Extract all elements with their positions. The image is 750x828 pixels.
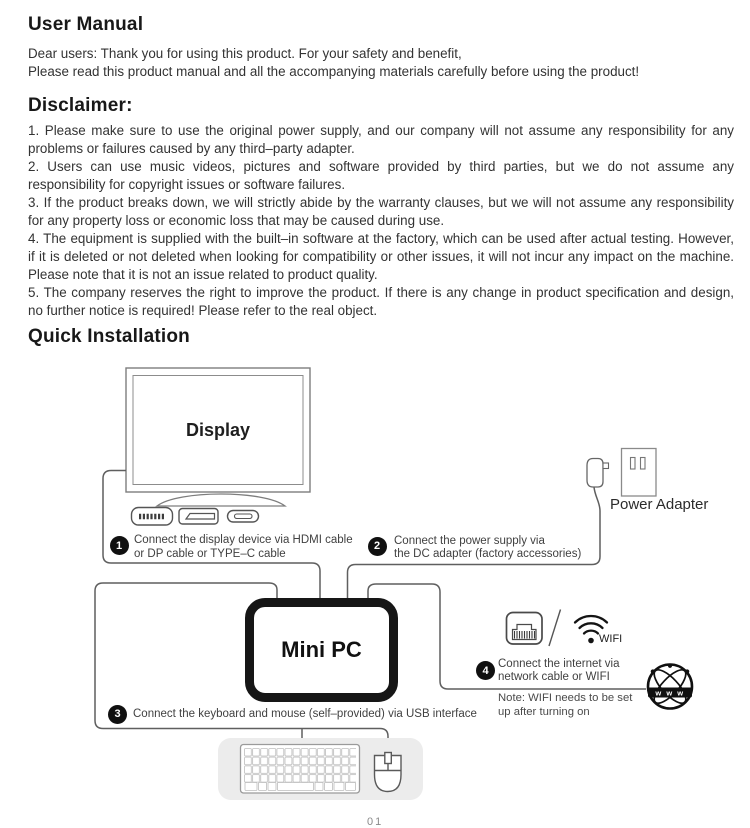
keyboard-mouse-group	[218, 738, 423, 800]
step-4-text: Connect the internet via network cable or WIFI	[498, 657, 620, 684]
wifi-label: WIFI	[599, 633, 623, 645]
socket-prong-left	[631, 458, 636, 470]
step-1-text: Connect the display device via HDMI cable or DP cable or TYPE–C cable	[134, 534, 353, 560]
step-1-badge: 1	[110, 536, 129, 555]
disclaimer-heading: Disclaimer:	[28, 95, 133, 116]
dp-port-icon	[179, 509, 218, 525]
power-adapter-label: Power Adapter	[610, 496, 709, 513]
dc-plug-icon	[587, 459, 603, 488]
typec-port-icon	[228, 511, 259, 523]
monitor-stand-icon	[157, 494, 285, 506]
mouse-wheel	[385, 753, 392, 764]
power-adapter-icon	[587, 449, 656, 497]
intro-line-1: Dear users: Thank you for using this product. For your safety and benefit,	[28, 46, 462, 61]
wall-socket-icon	[622, 449, 657, 497]
minipc-label: Mini PC	[281, 637, 362, 662]
step-2-badge: 2	[368, 537, 387, 556]
disclaimer-item-2: 2. Users can use music videos, pictures and software provided by third parties, but we do not assume any responsibility for copyright issues or software failures.	[28, 159, 734, 192]
spacebar-key	[278, 783, 314, 791]
intro-line-2: Please read this product manual and all the accompanying materials carefully before using the product!	[28, 64, 640, 79]
minipc-box	[245, 598, 398, 702]
mouse-icon	[375, 753, 402, 792]
disclaimer-item-5: 5. The company reserves the right to improve the product. If there is any change in product specification and design, no further notice is required! Please refer to the real object.	[28, 285, 734, 318]
hdmi-port-icon	[132, 508, 173, 526]
step-3-text: Connect the keyboard and mouse (self–provided) via USB interface	[133, 707, 477, 720]
disclaimer-item-1: 1. Please make sure to use the original power supply, and our company will not assume any responsibility for any problems or failures caused by any third–party adapter.	[28, 123, 734, 156]
slash-divider	[549, 610, 561, 647]
step-3-badge: 3	[108, 705, 127, 724]
dc-plug-tip	[603, 463, 609, 469]
disclaimer-list	[28, 122, 734, 320]
globe-www-icon	[648, 664, 692, 709]
quick-installation-heading: Quick Installation	[28, 326, 190, 347]
disclaimer-item-4: 4. The equipment is supplied with the built–in software at the factory, which can be used after actual testing. However, if it is deleted or not deleted when looking for compatibility or other issues, it will not incur any impact on the machine. Please note that it is not an issue related to product quality.	[28, 231, 734, 282]
intro-paragraph	[28, 45, 639, 81]
page-title: User Manual	[28, 14, 144, 35]
disclaimer-item-3: 3. If the product breaks down, we will strictly abide by the warranty clauses, but we will not assume any responsibility for any property loss or economic loss that may be caused during use.	[28, 195, 734, 228]
wifi-note: Note: WIFI needs to be set up after turning on	[498, 691, 633, 719]
keyboard-icon	[241, 745, 360, 794]
display-label: Display	[185, 419, 251, 440]
display-ports	[132, 508, 259, 526]
socket-prong-right	[641, 458, 646, 470]
step-4-badge: 4	[476, 661, 495, 680]
step-2-text: Connect the power supply via the DC adapter (factory accessories)	[394, 534, 582, 561]
globe-www-text: w w w	[655, 688, 685, 698]
page-number: 01	[367, 816, 384, 828]
ethernet-port-icon	[507, 613, 543, 645]
